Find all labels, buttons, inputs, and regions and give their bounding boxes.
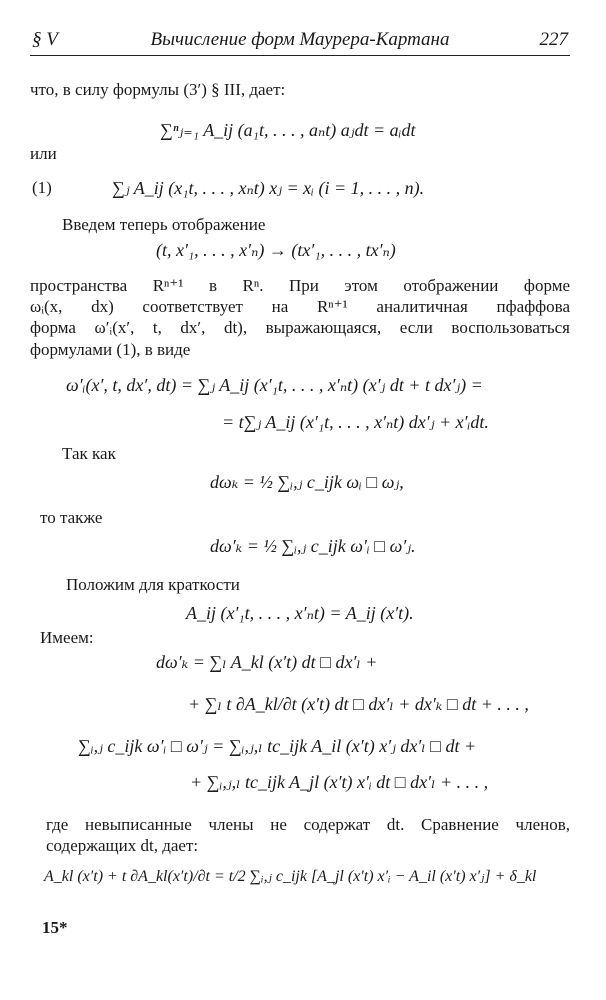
text-line: ωᵢ(x, dx) соответствует на Rⁿ⁺¹ аналитичная пфаффова bbox=[30, 297, 570, 316]
equation: ω′ᵢ(x′, t, dx′, dt) = ∑ⱼ A_ij (x′₁t, . . . , x′ₙt) (x′ⱼ dt + t dx′ⱼ) = bbox=[66, 375, 483, 395]
running-header bbox=[30, 29, 570, 56]
equation: dω′ₖ = ∑ₗ A_kl (x′t) dt □ dx′ₗ + bbox=[156, 652, 378, 672]
text-line: Положим для краткости bbox=[66, 575, 240, 594]
equation: ∑ⁿⱼ₌₁ A_ij (a₁t, . . . , aₙt) aⱼdt = aᵢdt bbox=[160, 120, 416, 140]
equation: + ∑ₗ t ∂A_kl/∂t (x′t) dt □ dx′ₗ + dx′ₖ □ dt + . . . , bbox=[188, 694, 529, 714]
text-line: Имеем: bbox=[40, 628, 94, 647]
equation: A_kl (x′t) + t ∂A_kl(x′t)/∂t = t/2 ∑ᵢ,ⱼ c_ijk [A_jl (x′t) x′ᵢ − A_il (x′t) x′ⱼ] + δ_kl bbox=[44, 868, 537, 885]
text-line: где невыписанные члены не содержат dt. Сравнение членов, bbox=[46, 815, 570, 834]
header-title: Вычисление форм Маурера-Картана bbox=[150, 29, 450, 50]
equation-number: (1) bbox=[32, 178, 52, 197]
text-line: то также bbox=[40, 508, 103, 527]
text-line: формулами (1), в виде bbox=[30, 340, 191, 359]
text-line: содержащих dt, дает: bbox=[46, 836, 199, 855]
equation: ∑ⱼ A_ij (x₁t, . . . , xₙt) xⱼ = xᵢ (i = 1, . . . , n). bbox=[112, 178, 425, 198]
text-line: Введем теперь отображение bbox=[62, 215, 266, 234]
text-line: форма ω′ᵢ(x′, t, dx′, dt), выражающаяся, если воспользоваться bbox=[30, 318, 570, 337]
text-line: Так как bbox=[62, 444, 116, 463]
text-line: или bbox=[30, 144, 57, 163]
equation: (t, x′₁, . . . , x′ₙ) → (tx′₁, . . . , tx′ₙ) bbox=[156, 240, 396, 260]
equation: = t∑ⱼ A_ij (x′₁t, . . . , x′ₙt) dx′ⱼ + x′ᵢdt. bbox=[222, 412, 489, 432]
equation: + ∑ᵢ,ⱼ,ₗ tc_ijk A_jl (x′t) x′ᵢ dt □ dx′ₗ + . . . , bbox=[190, 772, 489, 792]
signature-mark: 15* bbox=[42, 918, 68, 937]
equation: ∑ᵢ,ⱼ c_ijk ω′ᵢ □ ω′ⱼ = ∑ᵢ,ⱼ,ₗ tc_ijk A_il (x′t) x′ⱼ dx′ₗ □ dt + bbox=[78, 736, 477, 756]
equation: dω′ₖ = ½ ∑ᵢ,ⱼ c_ijk ω′ᵢ □ ω′ⱼ. bbox=[210, 536, 416, 556]
equation: A_ij (x′₁t, . . . , x′ₙt) = A_ij (x′t). bbox=[186, 603, 414, 623]
text-line: что, в силу формулы (3′) § III, дает: bbox=[30, 80, 286, 99]
page-number: 227 bbox=[539, 29, 568, 50]
equation: dωₖ = ½ ∑ᵢ,ⱼ c_ijk ωᵢ □ ωⱼ, bbox=[210, 472, 404, 492]
text-line: пространства Rⁿ⁺¹ в Rⁿ. При этом отображении форме bbox=[30, 276, 570, 295]
header-section: § V bbox=[32, 29, 58, 50]
